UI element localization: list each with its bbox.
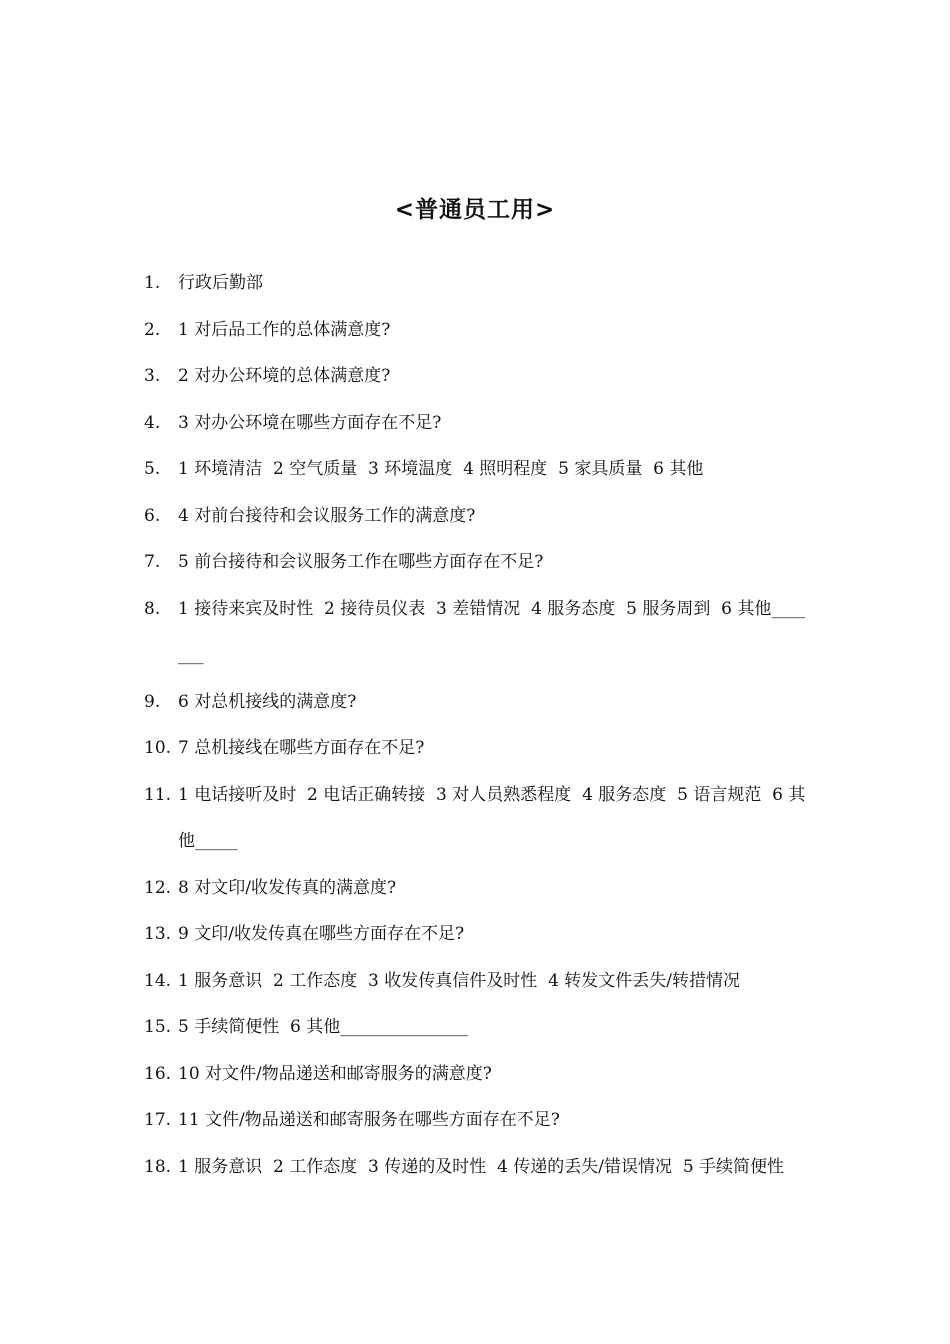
item-number: 12. — [144, 877, 172, 898]
item-text: 1 服务意识 2 工作态度 3 传递的及时性 4 传递的丢失/错误情况 5 手续简便性 — [178, 1156, 785, 1177]
list-item — [144, 446, 808, 493]
list-item — [144, 911, 808, 958]
item-text: 1 对后品工作的总体满意度? — [178, 319, 391, 340]
list-item — [144, 260, 808, 307]
item-number: 14. — [144, 970, 172, 991]
item-number: 13. — [144, 924, 172, 944]
page-title: <普通员工用> — [394, 197, 556, 223]
item-number: 8. — [144, 598, 161, 619]
item-number: 4. — [144, 412, 161, 433]
item-number: 11. — [144, 784, 172, 805]
list-item — [144, 1097, 808, 1144]
item-text: 4 对前台接待和会议服务工作的满意度? — [178, 505, 476, 526]
list-item — [144, 1144, 808, 1191]
item-text: 1 电话接听及时 2 电话正确转接 3 对人员熟悉程度 4 服务态度 5 语言规范 6 其他_____ — [178, 784, 806, 851]
list-item — [144, 539, 808, 586]
item-number: 5. — [144, 459, 161, 479]
item-text: 3 对办公环境在哪些方面存在不足? — [178, 412, 442, 433]
list-item — [144, 958, 808, 1005]
list-item — [144, 679, 808, 726]
item-number: 10. — [144, 738, 172, 758]
item-number: 1. — [144, 273, 161, 293]
list-item — [144, 586, 808, 679]
item-text: 1 环境清洁 2 空气质量 3 环境温度 4 照明程度 5 家具质量 6 其他 — [178, 459, 704, 479]
item-number: 7. — [144, 552, 161, 572]
item-text: 10 对文件/物品递送和邮寄服务的满意度? — [178, 1063, 492, 1084]
list-item — [144, 307, 808, 354]
item-text: 11 文件/物品递送和邮寄服务在哪些方面存在不足? — [178, 1110, 560, 1130]
item-number: 15. — [144, 1017, 172, 1037]
item-number: 9. — [144, 691, 161, 712]
list-item — [144, 725, 808, 772]
item-number: 18. — [144, 1156, 172, 1177]
item-text: 行政后勤部 — [178, 273, 263, 293]
survey-list — [144, 260, 808, 1190]
item-text: 5 前台接待和会议服务工作在哪些方面存在不足? — [178, 552, 544, 572]
list-item — [144, 493, 808, 540]
list-item — [144, 353, 808, 400]
item-number: 17. — [144, 1110, 172, 1130]
list-item — [144, 400, 808, 447]
item-number: 6. — [144, 505, 161, 526]
item-number: 2. — [144, 319, 161, 340]
item-text: 1 服务意识 2 工作态度 3 收发传真信件及时性 4 转发文件丢失/转措情况 — [178, 970, 741, 991]
item-text: 1 接待来宾及时性 2 接待员仪表 3 差错情况 4 服务态度 5 服务周到 6 其他_______ — [178, 598, 806, 665]
item-text: 2 对办公环境的总体满意度? — [178, 366, 391, 386]
list-item — [144, 865, 808, 912]
list-item — [144, 772, 808, 865]
item-text: 8 对文印/收发传真的满意度? — [178, 877, 397, 898]
item-text: 6 对总机接线的满意度? — [178, 691, 357, 712]
item-text: 9 文印/收发传真在哪些方面存在不足? — [178, 924, 465, 944]
item-text: 5 手续简便性 6 其他_______________ — [178, 1017, 468, 1037]
list-item — [144, 1004, 808, 1051]
item-number: 16. — [144, 1063, 172, 1084]
item-number: 3. — [144, 366, 161, 386]
item-text: 7 总机接线在哪些方面存在不足? — [178, 738, 425, 758]
list-item — [144, 1051, 808, 1098]
